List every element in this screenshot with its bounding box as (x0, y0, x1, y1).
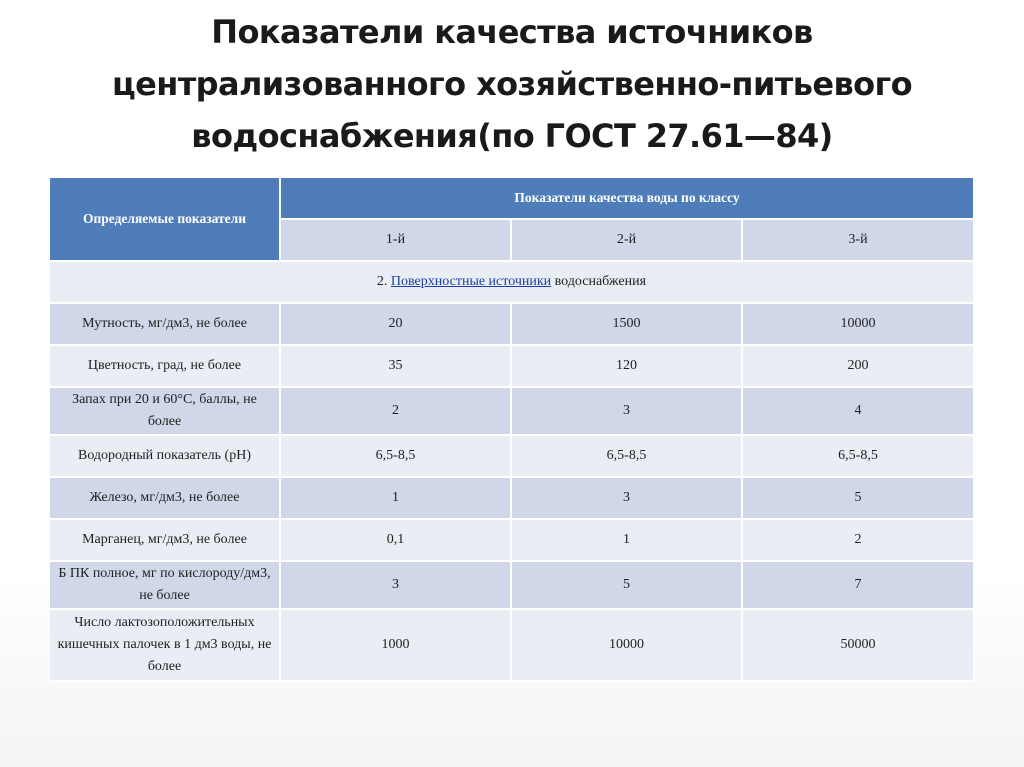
table-row (50, 436, 975, 478)
section-row (50, 262, 975, 304)
value-cell: 6,5-8,5 (281, 436, 512, 478)
value-cell: 1000 (281, 610, 512, 682)
class-header: 1-й (281, 220, 512, 262)
value-cell: 10000 (512, 610, 743, 682)
surface-sources-link[interactable]: Поверхностные источники (390, 274, 552, 289)
slide-title: Показатели качества источников централизованного хозяйственно-питьевого водоснабжения(по ГОСТ 27.61—84) (111, 13, 912, 155)
section-prefix: 2. (376, 274, 388, 289)
param-cell: Железо, мг/дм3, не более (50, 478, 281, 520)
header-row (50, 178, 975, 220)
value-cell: 3 (281, 562, 512, 610)
title-area (0, 0, 1024, 168)
value-cell: 3 (512, 478, 743, 520)
table-row (50, 478, 975, 520)
table-row (50, 562, 975, 610)
value-cell: 5 (512, 562, 743, 610)
value-cell: 6,5-8,5 (512, 436, 743, 478)
param-cell: Мутность, мг/дм3, не более (50, 304, 281, 346)
value-cell: 1500 (512, 304, 743, 346)
value-cell: 5 (743, 478, 975, 520)
value-cell: 35 (281, 346, 512, 388)
quality-header: Показатели качества воды по классу (281, 178, 975, 220)
param-cell: Число лактозоположительных кишечных палочек в 1 дм3 воды, не более (50, 610, 281, 682)
class-header: 2-й (512, 220, 743, 262)
water-quality-table (50, 178, 975, 682)
table-row (50, 304, 975, 346)
value-cell: 1 (281, 478, 512, 520)
param-cell: Марганец, мг/дм3, не более (50, 520, 281, 562)
value-cell: 2 (281, 388, 512, 436)
param-cell: Водородный показатель (pH) (50, 436, 281, 478)
value-cell: 0,1 (281, 520, 512, 562)
section-suffix: водоснабжения (554, 274, 647, 289)
param-header: Определяемые показатели (50, 178, 281, 262)
param-cell: Запах при 20 и 60°С, баллы, не более (50, 388, 281, 436)
param-cell: Б ПК полное, мг по кислороду/дм3, не более (50, 562, 281, 610)
table-row (50, 346, 975, 388)
param-cell: Цветность, град, не более (50, 346, 281, 388)
value-cell: 2 (743, 520, 975, 562)
value-cell: 120 (512, 346, 743, 388)
value-cell: 7 (743, 562, 975, 610)
value-cell: 10000 (743, 304, 975, 346)
value-cell: 20 (281, 304, 512, 346)
value-cell: 1 (512, 520, 743, 562)
value-cell: 3 (512, 388, 743, 436)
class-header: 3-й (743, 220, 975, 262)
value-cell: 50000 (743, 610, 975, 682)
value-cell: 4 (743, 388, 975, 436)
value-cell: 6,5-8,5 (743, 436, 975, 478)
table-row (50, 388, 975, 436)
value-cell: 200 (743, 346, 975, 388)
table-row (50, 610, 975, 682)
section-cell (50, 262, 975, 304)
table-row (50, 520, 975, 562)
